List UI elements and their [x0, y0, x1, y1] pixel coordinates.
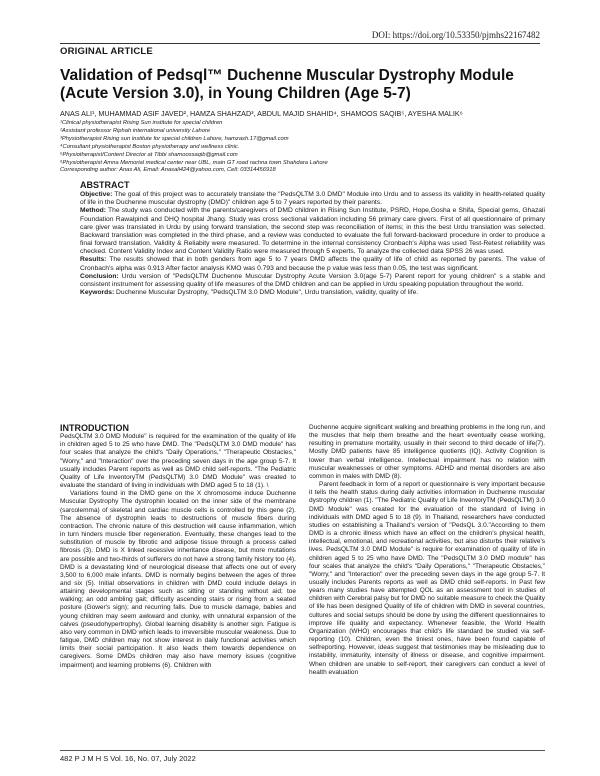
- affiliation-4: ⁴Consultant physiotherapist Boston physiotherapy and wellness clinic.: [60, 143, 240, 150]
- keywords-text: Duchenne Muscular Dystrophy, "PedsQLTM 3.0 DMD Module", Urdu translation, validity, quality of life.: [114, 289, 419, 297]
- objective-text: The goal of this project was to accurately translate the "PedsQLTM 3.0 DMD" Module into Urdu and to assess its validity in health-related quality of life in the Duchenne muscular dystrophy (DMD)" children age 5 to 7 years reported by their parents.: [80, 191, 545, 207]
- affiliation-6: ⁶Physiotherapist Amna Memorial medical center near UBL, main GT road rachna town Shahdara Lahore: [60, 159, 328, 166]
- conclusion-text: Urdu version of "PedsQLTM Duchenne Muscular Dystrophy Acute Version 3.0(age 5-7) Parent report for young children" s a stable and consistent instrument for assessing quality of life measures of the DMD children and can be applied in Urdu speaking population throughout the world.: [80, 272, 545, 288]
- method-label: Method:: [80, 207, 106, 215]
- intro-paragraph-2: Variations found in the DMD gene on the X chromosome induce Duchenne Muscular Dystrophy The dystrophin located on the inner side of the membrane (sarcolemma) of skeletal and cardiac muscle cells is controlled by this gene (2). The absence of dystrophin leads to destructions of muscle fibers during contraction. The chronic nature of this destruction will cause inflammation, which in turn hinders muscle fiber regeneration. Eventually, these changes lead to the substitution of muscle by fibrotic and adipose tissue through a process called fibrosis (3). DMD is X linked recessive inheritance disease, but more mutations are possible and two-thirds of sufferers do not have a strong family history too (4). DMD is a devastating kind of neurological disease that affects one out of every 3,500 to 6,000 male infants. DMD is normally begins between the ages of three and six (5). Initial observations in children with DMD could include delays in attaining developmental stages such as sitting or standing without aid; toe walking; an odd ambling gait; difficulty ascending stairs or rising from a seated posture (Gower's sign); and recurring falls. Due to muscle damage, babies and young children may seem awkward and clunky, with unnatural expansion of the calves (pseudohypertrophy). Global learning disability is another sign. Fatigue is also very common in DMD which leads to irreversible muscular weakness. Due to fatigue, DMD children may not show interest in daily functional activities which limits their social participation. It also leads them towards dependence on caregivers. Some DMDs children may also have memory issues (cognitive impairment) and learning problems (6). Children with: [60, 490, 296, 669]
- affiliation-1: ¹Clinical physiotherapist Rising Sun institute for special children: [60, 120, 223, 126]
- introduction-heading: INTRODUCTION: [60, 424, 129, 433]
- right-column: [309, 424, 545, 749]
- affiliation-5: ⁵Physiotherapist/Content Director at Tibbi shamoossaqib@gmail.com: [60, 151, 238, 158]
- affiliations: [60, 120, 545, 175]
- corresponding-author: Corresponding author: Anas Ali, Email: Anasali424@yahoo.com, Cell: 03314456918: [60, 167, 276, 174]
- keywords-label: Keywords:: [80, 289, 115, 297]
- affiliation-3: ³Physiotherapist Rising sun institute for special children Lahore, hamzash.17@gmail.com: [60, 135, 289, 142]
- abstract: [80, 181, 545, 297]
- page-footer: 482 P J M H S Vol. 16, No. 07, July 2022: [60, 754, 196, 763]
- objective-label: Objective:: [80, 191, 113, 199]
- abstract-keywords: [80, 289, 545, 297]
- abstract-method: [80, 207, 545, 256]
- body-columns: [60, 424, 545, 749]
- author-list: ANAS ALI¹, MUHAMMAD ASIF JAVED², HAMZA SHAHZAD³, ABDUL MAJID SHAHID⁴, SHAMOOS SAQIB⁵, AYESHA MALIK⁶: [60, 109, 463, 118]
- abstract-objective: [80, 191, 545, 207]
- abstract-results: [80, 256, 545, 272]
- method-text: The study was conducted with the parents/caregivers of DMD children in Rising Sun Institute, PSRD, Hope,Gosha e Shifa, Special gems, Ghazali Foundation Rawalpindi and DHQ hospital Jhang. Study was cross sectional validation including 56 primary care givers. First of all questionnaire of primary care giver was translated in Urdu by using forward translation, the second step was reconciliation of items; in this the best Urdu translation was selected. Backward translation was completed in the third phase, and a review was conducted to evaluate the full forward-backward procedure in order to produce a final forward translation. Validity & Reliabity were measured. To determine in the internal consistency Cronbach's Alpha was used Test-Retest reliability was checked. Content Validity Index and Content Validity Ratio were measured through 5 experts. To analyze the collected data SPSS 26 was used.: [80, 207, 545, 256]
- footer-rule: [60, 750, 545, 751]
- results-text: The results showed that in both genders from age 5 to 7 years DMD affects the quality of life of child as reported by parents. The value of Cronbach's alpha was 0.913 After factor analysis KMO was 0.793 and because the p value was less than 0.05, the test was significant.: [80, 256, 545, 272]
- doi-link[interactable]: DOI: https://doi.org/10.53350/pjmhs22167482: [371, 30, 540, 40]
- intro-paragraph-1: PedsQLTM 3.0 DMD Module" is required for the examination of the quality of life in children aged 5 to 25 who have DMD. The "PedsQLTM 3.0 DMD module" has four scales that analyze the child's "Daily Operations," "Therapeutic Obstacles," "Worry," and "Interaction" over the preceding seven days in the age group 5-7. It usually includes Parent reports as well as DMD child self-reports. "The Pediatric Quality of Life InventoryTM (PedsQLTM) 3.0 DMD Module" was created to evaluate the standard of living in individuals with DMD aged 5 to 18 (1). \: [60, 433, 296, 490]
- article-type: ORIGINAL ARTICLE: [60, 46, 153, 57]
- left-column: [60, 424, 296, 749]
- paper-title: Validation of Pedsql™ Duchenne Muscular Dystrophy Module (Acute Version 3.0), in Young Children (Age 5-7): [60, 67, 514, 102]
- intro-paragraph-3: Duchenne acquire significant walking and breathing problems in the long run, and the muscles that help them breathe and the heart eventually cease working, resulting in premature mortality, usually in their second to third decade of life(7). Mostly DMD patients have 85 intelligence quotients (IQ). Activity Cognition is lower than verbal intelligence. Intellectual impairment has no relation with muscular weaknesses or other symptoms. ADHD and mental disorders are also common in males with DMD (8).: [309, 424, 545, 480]
- header-rule: [60, 43, 540, 44]
- abstract-conclusion: [80, 273, 545, 289]
- results-label: Results:: [80, 256, 107, 264]
- abstract-heading: ABSTRACT: [80, 180, 130, 190]
- intro-paragraph-4: Parent feedback in form of a report or questionnaire is very important because it tells the health status during daily activities information in Duchenne muscular dystrophy children (1). "The Pediatric Quality of Life InventoryTM (PedsQLTM) 3.0 DMD Module" was created for the evaluation of the standard of living in individuals with DMD aged 5 to 18 (9). In Thailand, researchers have conducted studies on establishing a Thailand's version of "PedsQL 3.0."According to them DMD is a chronic illness which have an effect on the children's physical health, intellectual, emotional, and recreational activities, but also disturbs their relative's lives. PedsQLTM 3.0 DMD Module" is require for examination of quality of life in children aged 5 to 25 who have DMD. The "PedsQLTM 3.0 DMD module" has four scales that analyze the child's "Daily Operations," "Therapeutic Obstacles," "Worry," and "Interaction" over the preceding seven days in the age group 5-7. It usually includes Parents reports as well as DMD child self-reports. In Past few years many studies have attempted QOL as an assessment tool in studies of children with Cerebral palsy but for DMD no suitable measure to check the Quality of life has been designed Quality of life of children with DMD in several countries, cultures and social setups should be done by using the different questionnaires to improve life quality and expectancy. Whenever feasible, the World Health Organization (WHO) encourages that child's life standard be studied via self-reporting (10). Children, even the tiniest ones, have been found capable of selfreporting. However, ideas suggest that testimonies may be misleading due to instability, immaturity, intensity of illness or disease, and cognitive impairment. When children are unable to self-report, their caregivers can conduct a level of health evaluation: [309, 481, 545, 676]
- conclusion-label: Conclusion:: [80, 272, 119, 280]
- affiliation-2: ²Assistant professor Riphah international university Lahore: [60, 127, 211, 134]
